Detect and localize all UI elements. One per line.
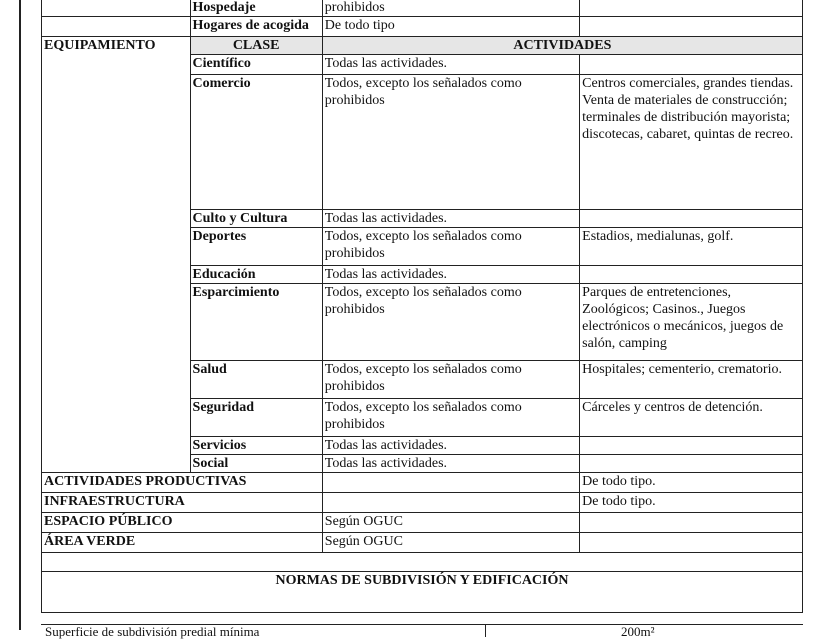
prohibido-cell (580, 437, 803, 455)
prohibido-cell (580, 455, 803, 473)
actividad-cell: Todos, excepto los señalados como prohibidos (322, 75, 579, 210)
prohibido-cell (580, 266, 803, 284)
page-margin-line (19, 0, 21, 630)
tipo-cell: ÁREA VERDE (42, 533, 323, 553)
actividad-cell: Todas las actividades. (322, 455, 579, 473)
clase-cell: Educación (190, 266, 322, 284)
actividad-cell: Todos, excepto los señalados como prohibidos (322, 228, 579, 266)
actividad-cell: Todos, excepto los señalados como prohibidos (322, 361, 579, 399)
prohibido-cell: Hospitales; cementerio, crematorio. (580, 361, 803, 399)
prohibido-cell: Centros comerciales, grandes tiendas. Venta de materiales de construcción; terminales de distribución mayorista; discotecas, cabaret, quintas de recreo. (580, 75, 803, 210)
group-cell (42, 0, 191, 17)
group-cell (42, 17, 191, 37)
next-table-row (41, 624, 803, 637)
clase-cell: Hogares de acogida (190, 17, 322, 37)
table-row (42, 17, 803, 37)
table-row (42, 473, 803, 493)
subdivision-value: 200m² (621, 624, 655, 639)
header-row (42, 37, 803, 55)
clase-cell: Salud (190, 361, 322, 399)
table-row (42, 493, 803, 513)
spacer-row-cell (42, 553, 803, 572)
actividad-cell: Todas las actividades. (322, 266, 579, 284)
prohibido-cell: Parques de entretenciones, Zoológicos; Casinos., Juegos electrónicos o mecánicos, juegos de salón, camping (580, 284, 803, 361)
permitido-cell: Según OGUC (322, 513, 579, 533)
actividad-cell: Todos, excepto los señalados como prohibidos (322, 284, 579, 361)
table-row (42, 553, 803, 572)
actividades-header: ACTIVIDADES (322, 37, 802, 55)
tipo-cell: INFRAESTRUCTURA (42, 493, 323, 513)
prohibido-cell: Cárceles y centros de detención. (580, 399, 803, 437)
table-row (42, 572, 803, 613)
prohibido-cell: Estadios, medialunas, golf. (580, 228, 803, 266)
permitido-cell (322, 493, 579, 513)
prohibido-cell: De todo tipo. (580, 473, 803, 493)
clase-cell: Social (190, 455, 322, 473)
actividad-cell: Todas las actividades. (322, 210, 579, 228)
tipo-cell: ESPACIO PÚBLICO (42, 513, 323, 533)
prohibido-cell (580, 17, 803, 37)
normas-title: NORMAS DE SUBDIVISIÓN Y EDIFICACIÓN (42, 572, 803, 613)
actividad-cell: Todos, excepto los señalados como prohibidos (322, 399, 579, 437)
prohibido-cell (580, 513, 803, 533)
table-row (42, 0, 803, 17)
actividad-cell: Todas las actividades. (322, 437, 579, 455)
tipo-cell: ACTIVIDADES PRODUCTIVAS (42, 473, 323, 493)
clase-cell: Hospedaje (190, 0, 322, 17)
permitido-cell (322, 473, 579, 493)
equipamiento-label: EQUIPAMIENTO (42, 37, 191, 473)
document-frame (41, 0, 803, 639)
table-row (42, 533, 803, 553)
permitido-cell: Según OGUC (322, 533, 579, 553)
land-use-table (41, 0, 803, 613)
clase-cell: Deportes (190, 228, 322, 266)
subdivision-label: Superficie de subdivisión predial mínima (45, 624, 260, 639)
actividad-cell: De todo tipo (322, 17, 579, 37)
prohibido-cell (580, 533, 803, 553)
clase-cell: Esparcimiento (190, 284, 322, 361)
column-divider (485, 625, 486, 637)
clase-cell: Culto y Cultura (190, 210, 322, 228)
clase-header: CLASE (190, 37, 322, 55)
prohibido-cell: De todo tipo. (580, 493, 803, 513)
clase-cell: Científico (190, 55, 322, 75)
actividad-cell: Todas las actividades. (322, 55, 579, 75)
prohibido-cell (580, 55, 803, 75)
clase-cell: Comercio (190, 75, 322, 210)
clase-cell: Seguridad (190, 399, 322, 437)
actividad-cell: prohibidos (322, 0, 579, 17)
clase-cell: Servicios (190, 437, 322, 455)
prohibido-cell (580, 0, 803, 17)
prohibido-cell (580, 210, 803, 228)
table-row (42, 513, 803, 533)
